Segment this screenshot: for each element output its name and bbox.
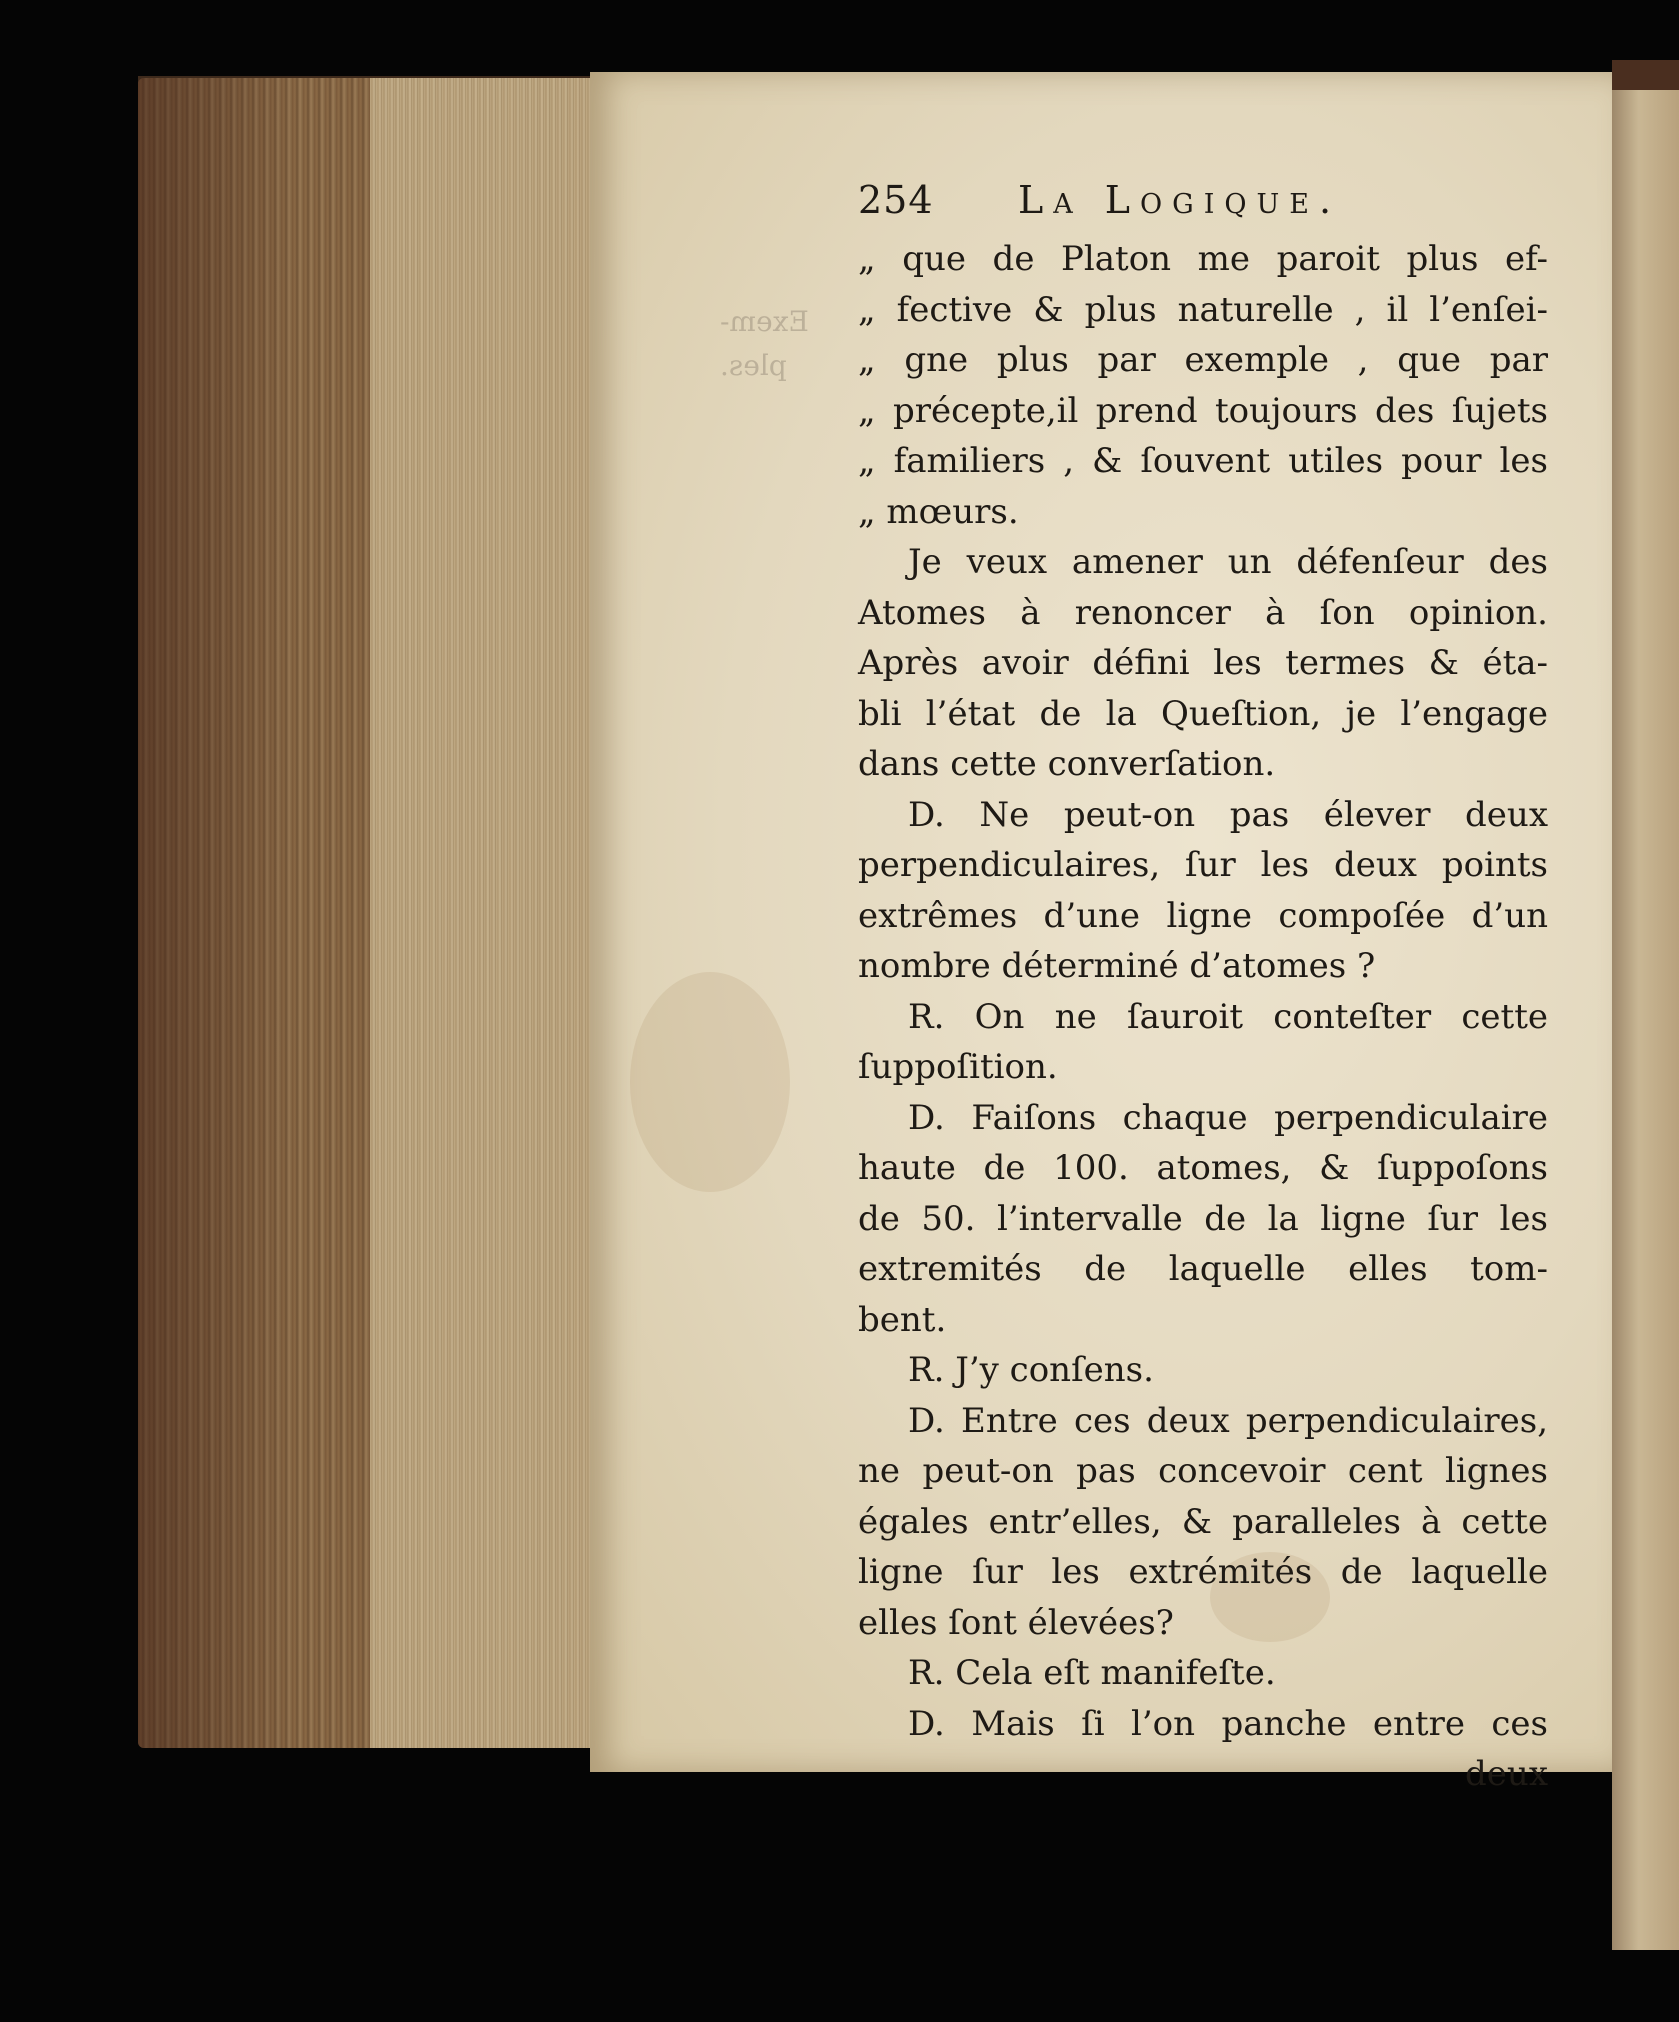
- text-line: Je veux amener un défenſeur des: [908, 542, 1548, 582]
- text-line: extrêmes d’une ligne compoſée d’un: [858, 895, 1548, 936]
- text-line: ne peut-on pas concevoir cent lignes: [858, 1451, 1548, 1491]
- show-through-line: ples.: [720, 349, 787, 382]
- text-line: D. Faiſons chaque perpendiculaire: [908, 1097, 1548, 1138]
- page-text-block: [858, 178, 1548, 1800]
- book-page-stack: [370, 78, 600, 1748]
- text-line: „ que de Platon me paroit plus ef-: [858, 239, 1548, 279]
- text-line: bent.: [858, 1299, 947, 1340]
- paper-stain: [630, 972, 790, 1192]
- show-through-line: Exem-: [720, 305, 809, 338]
- text-line: R. Cela eſt manifeſte.: [908, 1653, 1276, 1693]
- text-line: „ précepte,il prend toujours des ſujets: [858, 390, 1548, 431]
- text-line: „ gne plus par exemple , que par: [858, 340, 1548, 380]
- text-line: „ fective & plus naturelle , il l’enſei-: [858, 289, 1548, 330]
- text-line: dans cette converſation.: [858, 744, 1276, 784]
- text-line: D. Ne peut-on pas élever deux: [908, 794, 1548, 835]
- running-title: La Logique.: [1018, 178, 1342, 222]
- running-header: [858, 178, 1548, 234]
- text-line: Après avoir défini les termes & éta-: [858, 643, 1548, 683]
- text-line: bli l’état de la Queſtion, je l’engage: [858, 693, 1548, 734]
- text-line: ligne ſur les extrémités de laquelle: [858, 1552, 1548, 1592]
- text-line: R. J’y conſens.: [908, 1350, 1154, 1390]
- text-line: Atomes à renoncer à ſon opinion.: [858, 592, 1548, 633]
- text-line: haute de 100. atomes, & ſuppoſons: [858, 1148, 1548, 1188]
- book-edge-shadow: [138, 78, 298, 1748]
- text-line: D. Entre ces deux perpendiculaires,: [908, 1400, 1548, 1441]
- page-number: 254: [858, 178, 934, 222]
- text-line: de 50. l’intervalle de la ligne ſur les: [858, 1198, 1548, 1239]
- facing-page-sliver: [1612, 90, 1679, 1950]
- text-line: ſuppoſition.: [858, 1047, 1058, 1087]
- text-line: extremités de laquelle elles tom-: [858, 1249, 1548, 1289]
- text-line: D. Mais ſi l’on panche entre ces: [908, 1703, 1548, 1744]
- text-line: égales entr’elles, & paralleles à cette: [858, 1501, 1548, 1542]
- text-line: nombre déterminé d’atomes ?: [858, 946, 1376, 986]
- text-line: „ mœurs.: [858, 491, 1019, 532]
- text-line: R. On ne ſauroit conteſter cette: [908, 996, 1548, 1037]
- text-line: elles ſont élevées?: [858, 1602, 1174, 1643]
- body-text: [858, 234, 1548, 1800]
- text-line: perpendiculaires, ſur les deux points: [858, 845, 1548, 885]
- text-line: „ familiers , & ſouvent utiles pour les: [858, 441, 1548, 481]
- show-through-margin-note: [720, 300, 840, 388]
- text-line: deux: [1465, 1754, 1548, 1794]
